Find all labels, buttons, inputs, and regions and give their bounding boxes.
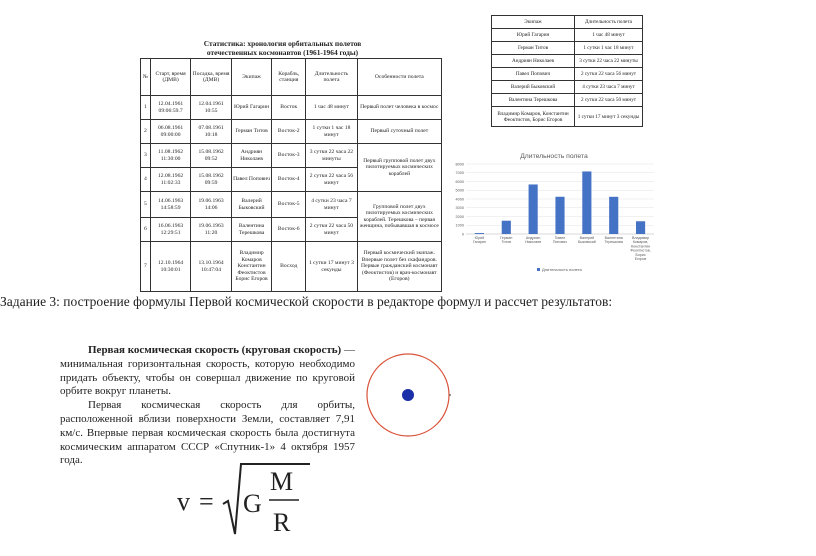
y-tick-label: 4000 bbox=[455, 197, 464, 202]
cell: 06.08.1961 09:00:00 bbox=[150, 120, 190, 144]
cell: 1 bbox=[141, 96, 151, 120]
header-crew: Экипаж bbox=[492, 16, 575, 29]
chart-y-axis bbox=[456, 162, 464, 236]
y-tick-label: 0 bbox=[461, 232, 464, 237]
bar bbox=[609, 197, 618, 234]
cell: 1 сутки 17 минут 3 секунды bbox=[575, 107, 643, 127]
cell: Павел Попович bbox=[492, 68, 575, 81]
cell: 4 сутки 23 часа 7 минут bbox=[575, 81, 643, 94]
x-tick-label: Валерий Быковский bbox=[577, 236, 596, 245]
table-row bbox=[141, 144, 442, 168]
cell: 19.06.1963 11:20 bbox=[191, 218, 231, 242]
cell: 12.04.1961 09:06:59.7 bbox=[150, 96, 190, 120]
table1-title-line1: Статистика: хронология орбитальных полетов bbox=[203, 39, 362, 48]
cell: Первый полет человека в космос bbox=[357, 96, 441, 120]
table-row bbox=[492, 55, 643, 68]
cell: 7 bbox=[141, 242, 151, 292]
cell: Восток-6 bbox=[272, 218, 306, 242]
cell: 3 сутки 22 часа 22 минуты bbox=[575, 55, 643, 68]
flights-table-header bbox=[141, 59, 442, 96]
chart-title: Длительность полета bbox=[520, 153, 588, 160]
table-row bbox=[492, 68, 643, 81]
cell: 11.08.1962 11:30:00 bbox=[150, 144, 190, 168]
table1-title bbox=[170, 40, 395, 57]
cell: 6 bbox=[141, 218, 151, 242]
cell: 1 сутки 1 час 18 минут bbox=[575, 42, 643, 55]
table-row bbox=[492, 42, 643, 55]
cell: Герман Титов bbox=[492, 42, 575, 55]
table-row bbox=[492, 94, 643, 107]
cell: 4 bbox=[141, 168, 151, 192]
cell: 1 сутки 1 час 18 минут bbox=[306, 120, 357, 144]
cell: Восход bbox=[272, 242, 306, 292]
x-tick-label: Герман Титов bbox=[500, 236, 513, 245]
x-tick-label: Андриян Николаев bbox=[525, 236, 542, 245]
y-tick-label: 5000 bbox=[455, 188, 464, 193]
table-row bbox=[492, 107, 643, 127]
cell: 16.06.1963 12:29:51 bbox=[150, 218, 190, 242]
bar bbox=[582, 171, 591, 234]
cell: Первый групповой полет двух пилотируемых космических кораблей bbox=[357, 144, 441, 192]
table-row bbox=[492, 81, 643, 94]
y-tick-label: 2000 bbox=[455, 214, 464, 219]
legend-label: Длительность полета bbox=[542, 267, 582, 272]
planet bbox=[402, 389, 414, 401]
cell: 1 час 48 минут bbox=[306, 96, 357, 120]
cell: 3 bbox=[141, 144, 151, 168]
chart-x-axis bbox=[473, 236, 651, 261]
velocity-formula bbox=[175, 460, 355, 540]
cell: 2 сутки 22 часа 50 минут bbox=[306, 218, 357, 242]
formula-v: v bbox=[177, 487, 190, 516]
cell: Герман Титов bbox=[231, 120, 271, 144]
header-number: № bbox=[141, 59, 151, 96]
cell: 4 сутки 23 часа 7 минут bbox=[306, 192, 357, 218]
cell: 12.04.1961 10:55 bbox=[191, 96, 231, 120]
table-row bbox=[141, 120, 442, 144]
bar bbox=[502, 221, 511, 234]
cell: Восток-5 bbox=[272, 192, 306, 218]
y-tick-label: 3000 bbox=[455, 206, 464, 211]
duration-chart bbox=[446, 145, 662, 277]
definition-text bbox=[60, 344, 355, 399]
cell: Первый космический экипаж. Впервые полет без скафандров. Первые гражданский космонавт (Феоктистов) и врач-космонавт (Егоров) bbox=[357, 242, 441, 292]
y-tick-label: 8000 bbox=[455, 162, 464, 167]
header-crew: Экипаж bbox=[231, 59, 271, 96]
y-tick-label: 7000 bbox=[455, 171, 464, 176]
table-row bbox=[141, 242, 442, 292]
definition-paragraph bbox=[60, 344, 355, 468]
bar bbox=[529, 184, 538, 234]
x-tick-label: Валентина Терешкова bbox=[604, 236, 623, 245]
cell: Андриян Николаев bbox=[231, 144, 271, 168]
y-tick-label: 6000 bbox=[455, 179, 464, 184]
cell: Восток bbox=[272, 96, 306, 120]
cell: 07.08.1961 10:18 bbox=[191, 120, 231, 144]
y-tick-label: 1000 bbox=[455, 223, 464, 228]
task-heading: Задание 3: построение формулы Первой космической скорости в редакторе формул и рассчет результатов: bbox=[0, 294, 613, 309]
formula-equals: = bbox=[199, 487, 214, 516]
cell: Владимир Комаров, Константин Феоктистов, Борис Егоров bbox=[492, 107, 575, 127]
flights-table bbox=[140, 58, 442, 292]
cell: 2 сутки 22 часа 50 минут bbox=[575, 94, 643, 107]
chart-legend bbox=[537, 267, 583, 272]
cell: 5 bbox=[141, 192, 151, 218]
cell: Павел Попович bbox=[231, 168, 271, 192]
x-tick-label: Юрий Гагарин bbox=[472, 236, 486, 245]
cell: Валентина Терешкова bbox=[492, 94, 575, 107]
cell: Восток-3 bbox=[272, 144, 306, 168]
cell: 15.08.1962 09:59 bbox=[191, 168, 231, 192]
cell: Валерий Быковский bbox=[492, 81, 575, 94]
near-earth-text: Первая космическая скорость для орбиты, расположенной вблизи поверхности Земли, составляет 7,91 км/с. Впервые первая космическая скорость была достигнута космическим аппаратом СССР «Спутник-1» 4 октября 1957 года. bbox=[60, 399, 355, 467]
cell: Юрий Гагарин bbox=[231, 96, 271, 120]
cell: 13.10.1964 10:47:04 bbox=[191, 242, 231, 292]
orbit-diagram bbox=[365, 350, 451, 440]
header-duration: Длительность полета bbox=[575, 16, 643, 29]
header-landing: Посадка, время (ДМВ) bbox=[191, 59, 231, 96]
formula-g: G bbox=[243, 489, 262, 518]
term: Первая космическая скорость (круговая скорость) bbox=[88, 344, 342, 356]
header-ship: Корабль, станция bbox=[272, 59, 306, 96]
cell: Первый суточный полет bbox=[357, 120, 441, 144]
formula-r: R bbox=[273, 508, 291, 537]
bar bbox=[555, 197, 564, 234]
table1-title-line2: отечественных космонавтов (1961-1964 годы) bbox=[206, 47, 359, 57]
cell: 3 сутки 22 часа 22 минуты bbox=[306, 144, 357, 168]
header-start: Старт, время (ДМВ) bbox=[150, 59, 190, 96]
bar bbox=[475, 233, 484, 234]
cell: Валерий Быковский bbox=[231, 192, 271, 218]
duration-table bbox=[491, 15, 643, 127]
header-duration: Длительность полета bbox=[306, 59, 357, 96]
cell: Восток-4 bbox=[272, 168, 306, 192]
cell: Групповой полет двух пилотируемых космических кораблей. Терешкова – первая женщина, побывавшая в космосе bbox=[357, 192, 441, 242]
cell: 2 bbox=[141, 120, 151, 144]
table-row bbox=[141, 96, 442, 120]
bar bbox=[636, 221, 645, 234]
header-features: Особенности полета bbox=[357, 59, 441, 96]
x-tick-label: Павел Попович bbox=[552, 236, 568, 245]
cell: Владимир Комаров Константин Феоктистов Борис Егоров bbox=[231, 242, 271, 292]
table-row bbox=[141, 192, 442, 218]
duration-table-header bbox=[492, 16, 643, 29]
cell: 1 сутки 17 минут 3 секунды bbox=[306, 242, 357, 292]
table-row bbox=[492, 29, 643, 42]
definition: — минимальная горизонтальная скорость, которую необходимо придать объекту, чтобы он совершал движение по круговой орбите вокруг планеты. bbox=[60, 344, 356, 398]
cell: 15.08.1962 09:52 bbox=[191, 144, 231, 168]
chart-bars bbox=[475, 171, 645, 234]
formula-m: M bbox=[270, 467, 294, 496]
cell: 2 сутки 22 часа 56 минут bbox=[575, 68, 643, 81]
cell: Восток-2 bbox=[272, 120, 306, 144]
sqrt-sign bbox=[223, 464, 310, 534]
cell: 1 час 48 минут bbox=[575, 29, 643, 42]
cell: 2 сутки 22 часа 56 минут bbox=[306, 168, 357, 192]
cell: Валентина Терешкова bbox=[231, 218, 271, 242]
legend-swatch bbox=[537, 268, 540, 271]
x-tick-label: Владимир Комаров, Константин Феоктистов, Борис Егоров bbox=[630, 236, 651, 261]
cell: Андриян Николаев bbox=[492, 55, 575, 68]
cell: Юрий Гагарин bbox=[492, 29, 575, 42]
cell: 14.06.1963 14:58:59 bbox=[150, 192, 190, 218]
cell: 19.06.1963 14:06 bbox=[191, 192, 231, 218]
cell: 12.08.1962 11:02:33 bbox=[150, 168, 190, 192]
cell: 12.10.1964 10:30:01 bbox=[150, 242, 190, 292]
